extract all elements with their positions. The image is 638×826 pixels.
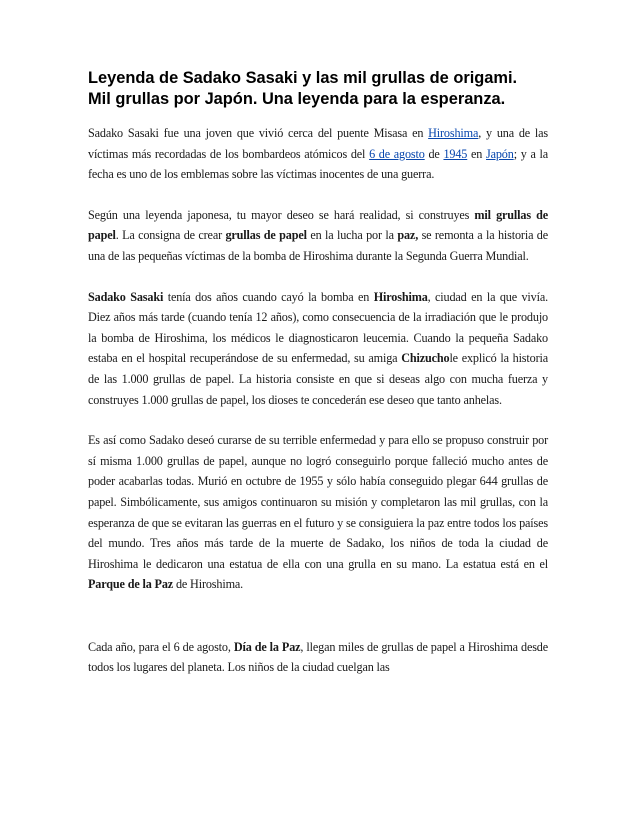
paragraph-legend [88,205,548,267]
text-segment: . La consigna de crear [115,228,226,243]
bold-hiroshima: Hiroshima [373,289,428,304]
paragraph-intro [88,123,548,185]
document-content [88,68,548,698]
text-segment: Sadako Sasaki fue una joven que vivió cerca del puente Misasa en [88,126,429,140]
bold-mil-grullas: mil grullas de papel [88,207,548,243]
bold-dia-de-la-paz: Día de la Paz [233,639,301,654]
text-segment: Es así como Sadako deseó curarse de su terrible enfermedad y para ello se propuso construir por sí misma 1.000 grullas de papel, aunque no logró conseguirlo porque falleció mucho antes de poder acabarlas todas. Murió en octubre de 1955 y sólo había conseguido plegar 644 grullas de papel. Simbólicamente, sus amigos continuaron su misión y completaron las mil grullas, con la esperanza de que se evitaran las guerras en el futuro y se consiguiera la paz entre todos los países del mundo. Tres años más tarde de la muerte de Sadako, los niños de toda la ciudad de Hiroshima le dedicaron una estatua de ella con una grulla en su mano. La estatua está en el [88,433,548,571]
link-hiroshima[interactable]: Hiroshima [428,126,479,140]
bold-chizucho: Chizucho [401,351,450,366]
text-segment: le explicó la historia de las 1.000 grullas de papel. La historia consiste en que si deseas algo con mucha fuerza y construyes 1.000 grullas de papel, los dioses te concederán ese deseo que tanto anhelas. [88,351,548,407]
link-6-de-agosto[interactable]: 6 de agosto [369,146,425,161]
link-japon[interactable]: Japón [486,146,514,161]
text-segment: en la lucha por la [306,228,398,243]
text-segment: se remonta a la historia de una de las pequeñas víctimas de la bomba de Hiroshima durante la Segunda Guerra Mundial. [88,228,549,263]
title-line-2: Mil grullas por Japón. Una leyenda para la esperanza. [88,90,506,108]
link-1945[interactable]: 1945 [443,146,468,161]
paragraph-wish [88,430,548,595]
paragraph-peace-day [88,637,548,678]
text-segment: , ciudad en la que vivía. Diez años más tarde (cuando tenía 12 años), como consecuencia de la irradiación que le produjo la bomba de Hiroshima, los médicos le diagnosticaron leucemia. Cuando la pequeña Sadako estaba en el hospital recuperándose de su enfermedad, su amiga [88,289,548,366]
title-line-1: Leyenda de Sadako Sasaki y las mil grullas de origami. [88,69,518,87]
text-segment: , y una de las víctimas más recordadas de los bombardeos atómicos del [88,126,548,161]
bold-parque-de-la-paz: Parque de la Paz [88,577,174,592]
text-segment: en [467,146,487,161]
text-segment: Según una leyenda japonesa, tu mayor deseo se hará realidad, si construyes [88,207,475,222]
document-title [88,68,548,110]
bold-sadako-sasaki: Sadako Sasaki [88,289,164,304]
paragraph-sadako [88,287,548,411]
text-segment: Cada año, para el 6 de agosto, [88,639,234,654]
text-segment: de [424,146,444,161]
bold-grullas-de-papel: grullas de papel [225,228,307,243]
text-segment: ; y a la fecha es uno de los emblemas sobre las víctimas inocentes de una guerra. [88,146,548,182]
bold-paz: paz, [397,228,419,243]
text-segment: tenía dos años cuando cayó la bomba en [163,289,374,304]
text-segment: , llegan miles de grullas de papel a Hiroshima desde todos los lugares del planeta. Los niños de la ciudad cuelgan las [88,639,549,675]
text-segment: de Hiroshima. [173,577,244,592]
